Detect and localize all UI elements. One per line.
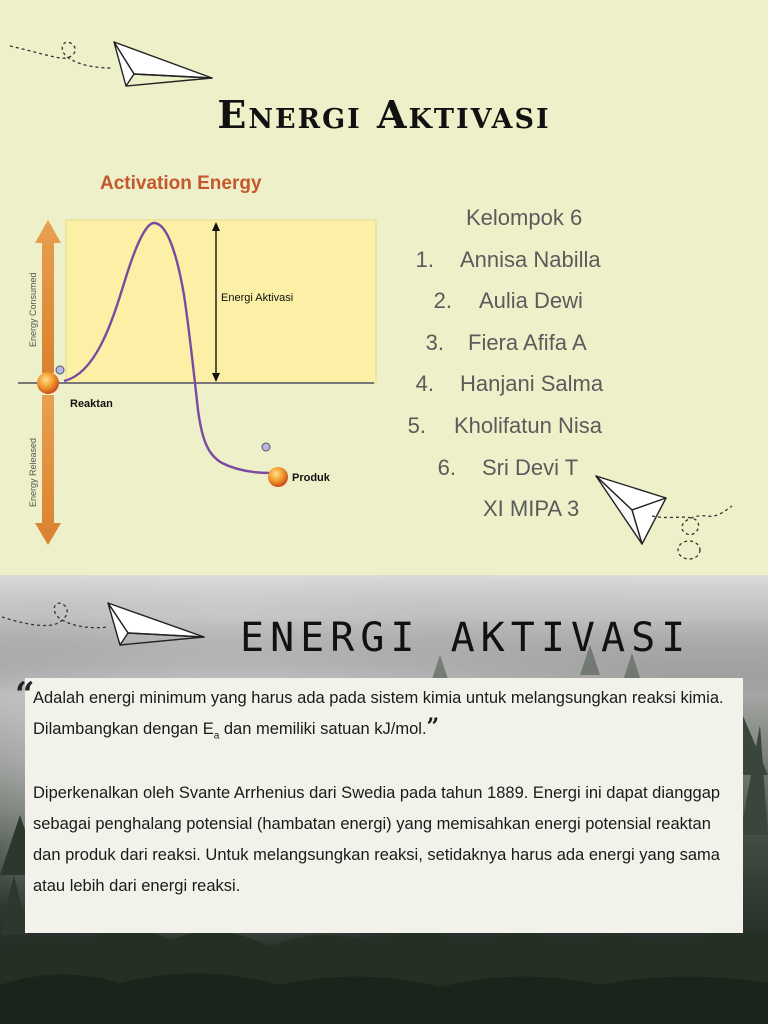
definition-paragraph: Adalah energi minimum yang harus ada pada sistem kimia untuk melangsungkan reaksi kimia. Dilambangkan dengan $E_a$ dan memiliki satuan kJ/mol.” [33, 689, 724, 742]
open-quote-mark: “ [15, 675, 35, 715]
list-item: 3. Fiera Afifa A [425, 329, 587, 355]
list-item: 5. Kholifatun Nisa [407, 412, 602, 438]
annotation-label: Energi Aktivasi [221, 292, 294, 304]
paper-plane-icon [592, 470, 742, 565]
list-item: 4. Hanjani Salma [415, 371, 604, 397]
list-item: 1. Annisa Nabilla [415, 246, 601, 272]
product-label: Produk [292, 472, 330, 484]
slide-2-title: ENERGI AKTIVASI [240, 615, 692, 661]
close-quote-mark: ” [426, 714, 440, 740]
class-name: XI MIPA 3 [483, 496, 580, 522]
paper-plane-icon [8, 38, 218, 94]
reactant-ball-icon [37, 372, 59, 394]
y-axis-down-label: Energy Released [28, 437, 38, 507]
group-heading: Kelompok 6 [466, 205, 583, 230]
chart-title: Activation Energy [100, 173, 262, 194]
reactant-label: Reaktan [70, 398, 113, 410]
reactant-small-ball-icon [56, 366, 64, 374]
history-paragraph: Diperkenalkan oleh Svante Arrhenius dari Swedia pada tahun 1889. Energi ini dapat dianggap sebagai penghalang potensial (hambatan energi) yang memisahkan energi potensial reaktan dan produk dari reaksi. Untuk melangsungkan reaksi, setidaknya harus ada energi yang sama atau lebih dari energi reaksi. [33, 784, 721, 895]
list-item: 2. Aulia Dewi [433, 288, 583, 314]
slide-2 [0, 575, 768, 1024]
product-small-ball-icon [262, 443, 270, 451]
slide-1-title: Energi Aktivasi [217, 92, 551, 137]
y-axis-up-label: Energy Consumed [28, 272, 38, 347]
dotted-loop-icon [652, 506, 732, 535]
paper-plane-icon [0, 597, 210, 653]
list-item: 6. Sri Devi T [437, 454, 579, 480]
activation-energy-diagram [18, 205, 378, 550]
energy-released-arrow [35, 395, 61, 545]
energy-consumed-arrow [35, 220, 61, 373]
product-ball-icon [268, 467, 288, 487]
